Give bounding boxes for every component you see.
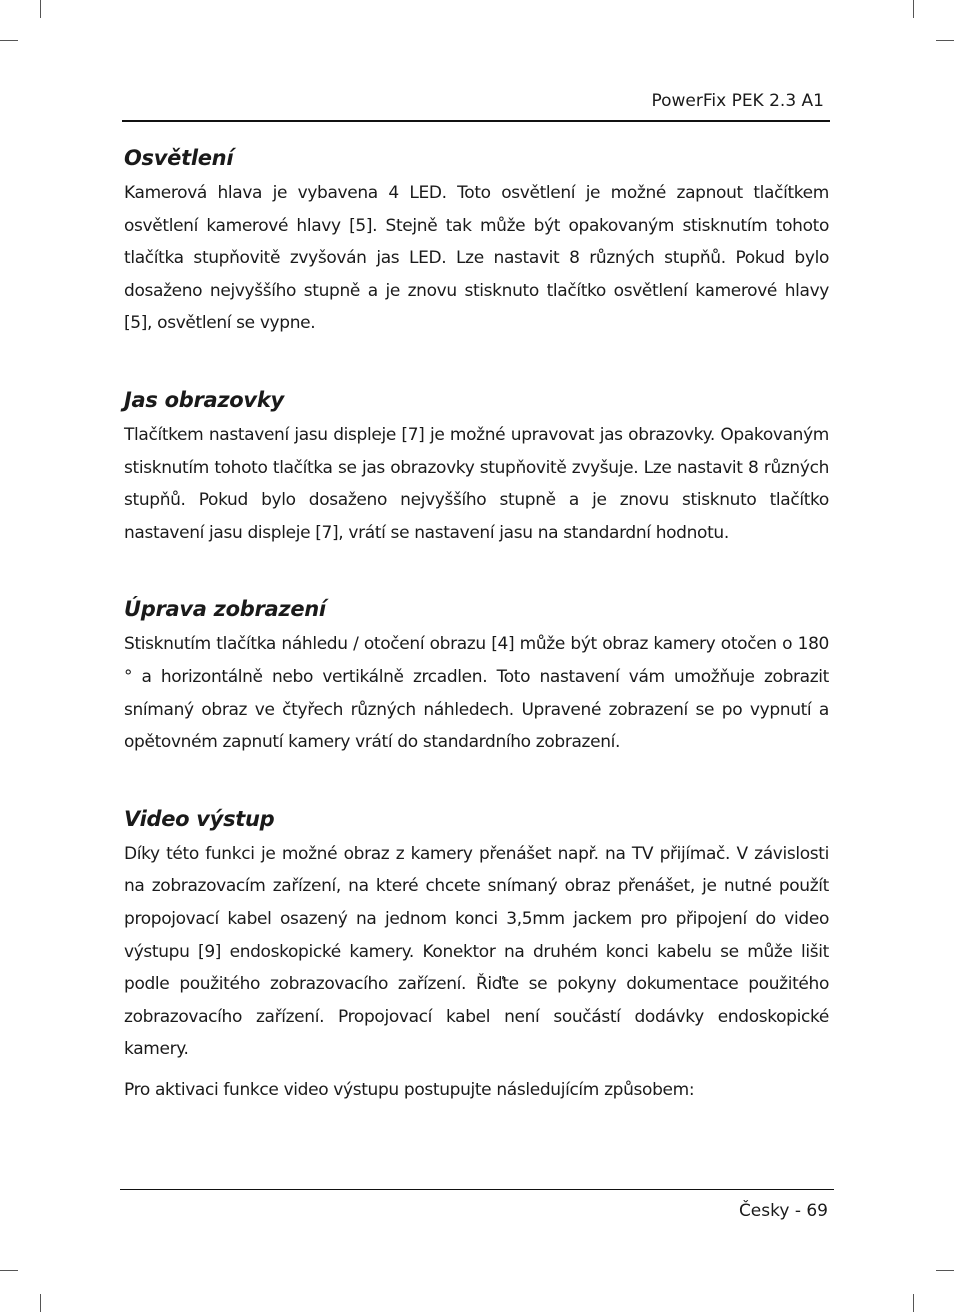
crop-mark bbox=[936, 40, 954, 41]
crop-mark bbox=[936, 1270, 954, 1271]
crop-mark bbox=[0, 40, 18, 41]
header-rule bbox=[122, 120, 830, 122]
running-header: PowerFix PEK 2.3 A1 bbox=[651, 91, 824, 111]
page-number: Česky - 69 bbox=[738, 1201, 828, 1221]
closing-paragraph: Pro aktivaci funkce video výstupu postupujte následujícím způsobem: bbox=[124, 1079, 695, 1100]
crop-mark bbox=[913, 1294, 914, 1312]
crop-mark bbox=[40, 1294, 41, 1312]
section-jas-obrazovky bbox=[124, 384, 829, 549]
section-heading: Jas obrazovky bbox=[124, 387, 284, 412]
section-heading: Osvětlení bbox=[124, 146, 234, 170]
section-osvetleni bbox=[124, 142, 829, 340]
section-paragraph: Tlačítkem nastavení jasu displeje [7] je možné upravovat jas obrazovky. Opakovaným stisknutím tohoto tlačítka se jas obrazovky stupňovitě zvyšuje. Lze nastavit 8 různých stupňů. Pokud bylo dosaženo nejvyššího stupně a je znovu stisknuto tlačítko nastavení jasu displeje [7], vrátí se nastavení jasu na standardní hodnotu. bbox=[124, 424, 829, 543]
page-content bbox=[124, 142, 829, 1106]
section-paragraph: Díky této funkci je možné obraz z kamery přenášet např. na TV přijímač. V závislosti na zobrazovacím zařízení, na které chcete snímaný obraz přenášet, je nutné použít propojovací kabel osazený na jednom konci 3,5mm jackem pro připojení do video výstupu [9] endoskopické kamery. Konektor na druhém konci kabelu se může lišit podle použitého zobrazovacího zařízení. Řiďte se pokyny dokumentace použitého zobrazovacího zařízení. Propojovací kabel není součástí dodávky endoskopické kamery. bbox=[124, 843, 829, 1060]
section-video-vystup bbox=[124, 803, 829, 1066]
crop-mark bbox=[0, 1270, 18, 1271]
section-uprava-zobrazeni bbox=[124, 593, 829, 758]
section-paragraph: Stisknutím tlačítka náhledu / otočení obrazu [4] může být obraz kamery otočen o 180 ° a horizontálně nebo vertikálně zrcadlen. Toto nastavení vám umožňuje zobrazit snímaný obraz ve čtyřech různých náhledech. Upravené zobrazení se po vypnutí a opětovném zapnutí kamery vrátí do standardního zobrazení. bbox=[124, 634, 829, 753]
section-heading: Video výstup bbox=[124, 806, 275, 831]
footer-rule bbox=[120, 1189, 834, 1190]
crop-mark bbox=[913, 0, 914, 18]
section-paragraph: Kamerová hlava je vybavena 4 LED. Toto osvětlení je možné zapnout tlačítkem osvětlení kamerové hlavy [5]. Stejně tak může být opakovaným stisknutím tohoto tlačítka stupňovitě zvyšován jas LED. Lze nastavit 8 různých stupňů. Pokud bylo dosaženo nejvyššího stupně a je znovu stisknuto tlačítko osvětlení kamerové hlavy [5], osvětlení se vypne. bbox=[124, 183, 829, 334]
crop-mark bbox=[40, 0, 41, 18]
section-heading: Úprava zobrazení bbox=[124, 597, 326, 622]
